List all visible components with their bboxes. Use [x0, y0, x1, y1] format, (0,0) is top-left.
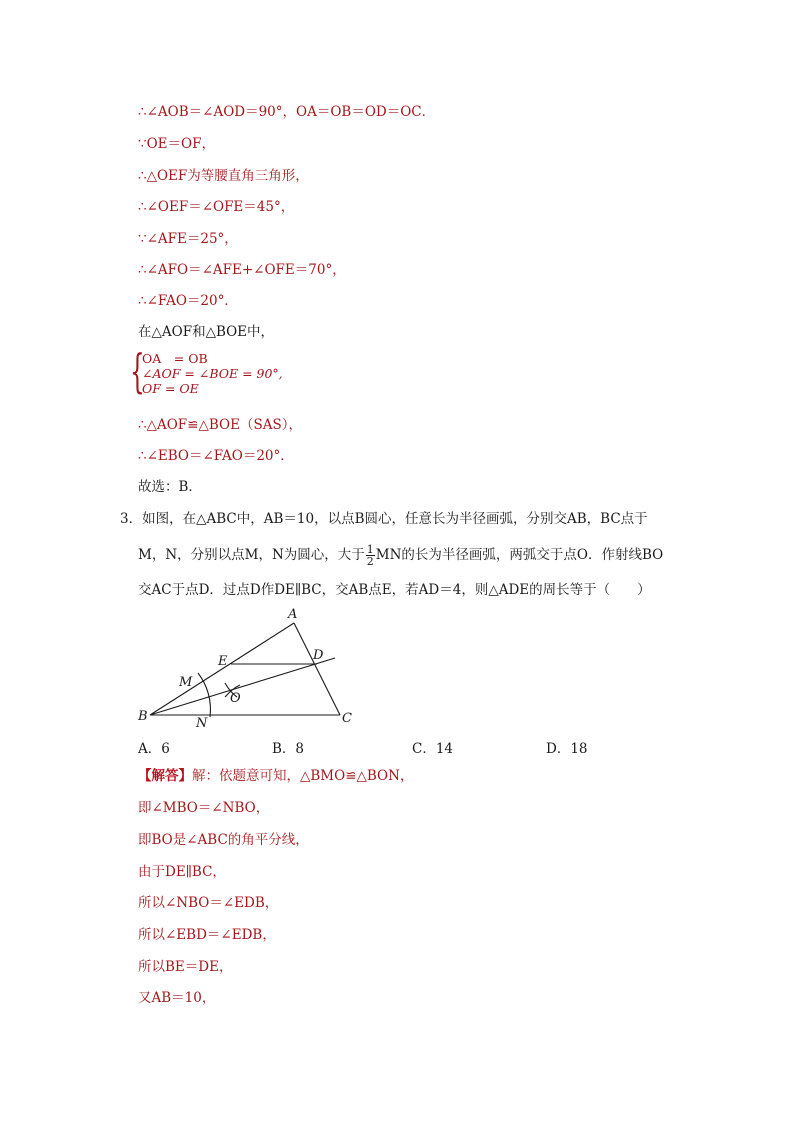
option-c: C．14 — [412, 741, 454, 757]
arc-MN — [198, 673, 210, 717]
system-line-3: OF = OE — [142, 381, 199, 396]
question-3-line-1: 3．如图，在△ABC中，AB＝10，以点B圆心，任意长为半径画弧，分别交AB，BC点于 — [120, 511, 648, 527]
answer-line-3: 由于DE∥BC， — [138, 864, 226, 880]
system-line-2: ∠AOF = ∠BOE = 90°, — [142, 366, 283, 381]
label-A: A — [288, 607, 298, 622]
question-3-line-3: 交AC于点D．过点D作DE∥BC，交AB点E，若AD＝4，则△ADE的周长等于（ ） — [138, 582, 651, 598]
segment-AB — [150, 623, 294, 715]
label-E: E — [218, 654, 228, 669]
answer-line-2: 即BO是∠ABC的角平分线， — [138, 832, 309, 848]
solution-line-6: ∴∠AFO＝∠AFE+∠OFE＝70°， — [138, 262, 346, 278]
solution-line-4: ∴∠OEF＝∠OFE＝45°， — [138, 199, 295, 215]
question-3-line-2b: MN的长为半径画弧，两弧交于点O．作射线BO — [375, 547, 664, 563]
triangle-figure — [130, 600, 370, 735]
answer-lead-text: 解：依题意可知，△BMO≌△BON， — [192, 768, 414, 784]
answer-lead — [138, 766, 413, 786]
fraction-denominator: 2 — [366, 555, 374, 568]
label-B: B — [138, 709, 148, 724]
solution-line-11: 故选：B． — [138, 479, 202, 495]
solution-line-3: ∴△OEF为等腰直角三角形， — [138, 168, 309, 184]
solution-line-2: ∵OE＝OF， — [138, 136, 215, 152]
solution-line-7: ∴∠FAO＝20°． — [138, 293, 238, 309]
option-b: B．8 — [272, 741, 305, 757]
label-C: C — [342, 711, 352, 726]
question-3-line-2 — [138, 544, 663, 567]
label-D: D — [313, 648, 324, 663]
option-a: A．6 — [138, 741, 170, 757]
solution-line-10: ∴∠EBO＝∠FAO＝20°． — [138, 448, 294, 464]
label-N: N — [196, 716, 208, 731]
system-brace: { — [130, 344, 145, 398]
answer-line-4: 所以∠NBO＝∠EDB， — [138, 895, 279, 911]
label-M: M — [179, 675, 193, 690]
solution-line-1: ∴∠AOB＝∠AOD＝90°，OA＝OB＝OD＝OC． — [138, 104, 436, 120]
answer-line-6: 所以BE＝DE， — [138, 959, 233, 975]
equation-system — [130, 344, 330, 398]
label-O: O — [230, 691, 241, 706]
fraction-one-half — [366, 544, 375, 567]
solution-line-8: 在△AOF和△BOE中， — [138, 324, 275, 340]
solution-line-5: ∵∠AFE＝25°， — [138, 231, 238, 247]
question-3-line-2a: M，N，分别以点M，N为圆心，大于 — [138, 547, 365, 563]
answer-line-7: 又AB＝10， — [138, 990, 216, 1006]
ray-BO — [150, 658, 335, 715]
solution-line-9: ∴△AOF≌△BOE（SAS）， — [138, 417, 302, 433]
answer-line-5: 所以∠EBD＝∠EDB， — [138, 927, 276, 943]
answer-line-1: 即∠MBO＝∠NBO， — [138, 800, 270, 816]
fraction-numerator: 1 — [366, 543, 374, 556]
option-d: D．18 — [546, 741, 588, 757]
system-line-1: OA = OB — [142, 351, 208, 366]
answer-tag: 【解答】 — [138, 768, 192, 784]
